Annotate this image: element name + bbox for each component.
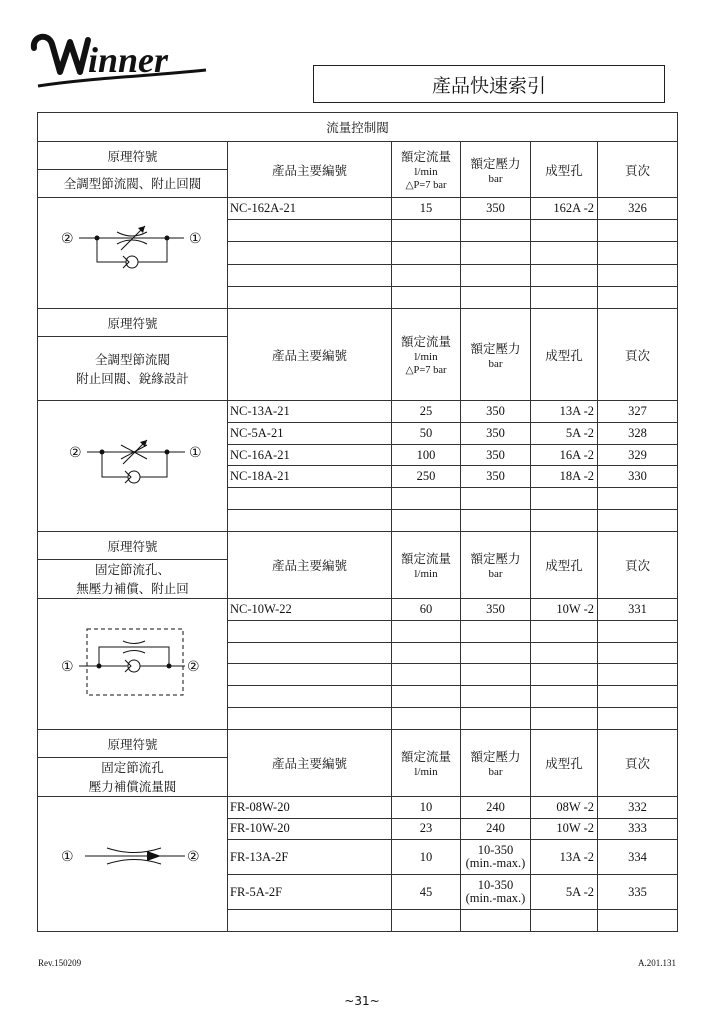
table-row: NC-5A-21 50 350 5A -2 328	[38, 422, 678, 444]
model-header: 產品主要編號	[228, 532, 392, 599]
flow-control-table	[37, 112, 678, 932]
table-row: NC-18A-21 250 350 18A -2 330	[38, 466, 678, 488]
bore-header: 成型孔	[531, 532, 598, 599]
page-header: 頁次	[598, 142, 678, 198]
table-row: ② ① NC-162A-21 15 350 162A -2 326	[38, 198, 678, 220]
pressure-header: 額定壓力 bar	[461, 730, 531, 797]
page-header: 頁次	[598, 309, 678, 401]
symbol-heading: 原理符號	[38, 730, 228, 758]
table-row: FR-13A-2F 10 10-350 (min.-max.) 13A -2 334	[38, 840, 678, 875]
symbol-fixed-orifice-check	[38, 599, 228, 730]
throttle-check-valve-icon	[39, 401, 227, 527]
throttle-check-valve-icon	[39, 198, 227, 304]
svg-text:inner: inner	[88, 40, 169, 80]
bore-header: 成型孔	[531, 309, 598, 401]
pressure-header: 額定壓力 bar	[461, 532, 531, 599]
svg-text:②: ②	[186, 659, 200, 675]
model-header: 產品主要編號	[228, 309, 392, 401]
flow-header: 額定流量 l/min △P=7 bar	[392, 309, 461, 401]
symbol-heading: 原理符號	[38, 142, 228, 170]
svg-text:②: ②	[186, 849, 200, 865]
flow-header: 額定流量 l/min	[392, 532, 461, 599]
symbol-throttle-check-sharp	[38, 401, 228, 532]
pressure-header: 額定壓力 bar	[461, 142, 531, 198]
table-row: ① ② FR-08W-20 10 240 08W -2 332	[38, 797, 678, 819]
bore-header: 成型孔	[531, 142, 598, 198]
winner-logo	[30, 28, 210, 97]
page-header: 頁次	[598, 532, 678, 599]
document-code: A.201.131	[638, 958, 676, 968]
winner-logo-graphic	[30, 28, 210, 92]
section-description: 固定節流孔 壓力補償流量閥	[38, 758, 228, 797]
svg-text:②: ②	[68, 445, 82, 461]
section-description: 全調型節流閥、附止回閥	[38, 170, 228, 198]
symbol-heading: 原理符號	[38, 309, 228, 337]
section-description: 固定節流孔、 無壓力補償、附止回	[38, 560, 228, 599]
svg-text:①: ①	[60, 849, 74, 865]
bore-header: 成型孔	[531, 730, 598, 797]
table-title: 流量控制閥	[38, 113, 678, 142]
page-number: ~31~	[344, 994, 380, 1008]
svg-text:②: ②	[60, 231, 74, 247]
table-row: NC-16A-21 100 350 16A -2 329	[38, 444, 678, 466]
flow-header: 額定流量 l/min	[392, 730, 461, 797]
table-row: ① ② NC-10W-22 60 350 10W -2 331	[38, 599, 678, 621]
table-row: FR-10W-20 23 240 10W -2 333	[38, 818, 678, 840]
flow-header: 額定流量 l/min △P=7 bar	[392, 142, 461, 198]
symbol-pressure-compensated	[38, 797, 228, 932]
table-row: FR-5A-2F 45 10-350 (min.-max.) 5A -2 335	[38, 875, 678, 910]
model-header: 產品主要編號	[228, 142, 392, 198]
page-title-box	[313, 65, 665, 103]
svg-text:①: ①	[60, 659, 74, 675]
svg-text:①: ①	[188, 231, 202, 247]
flow-regulator-icon	[39, 797, 227, 927]
revision-code: Rev.150209	[38, 958, 82, 968]
symbol-heading: 原理符號	[38, 532, 228, 560]
pressure-header: 額定壓力 bar	[461, 309, 531, 401]
section-description: 全調型節流閥 附止回閥、銳緣設計	[38, 337, 228, 401]
table-row: ② ① NC-13A-21 25 350 13A -2 327	[38, 401, 678, 423]
svg-text:①: ①	[188, 445, 202, 461]
page-title: 產品快速索引	[431, 74, 546, 97]
symbol-throttle-check	[38, 198, 228, 309]
page-header: 頁次	[598, 730, 678, 797]
model-header: 產品主要編號	[228, 730, 392, 797]
fixed-orifice-check-valve-icon	[39, 599, 227, 725]
